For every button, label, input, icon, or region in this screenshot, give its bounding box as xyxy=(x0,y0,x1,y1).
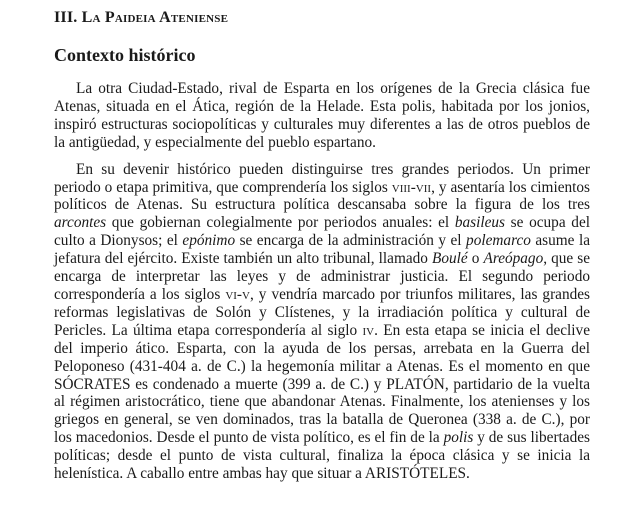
italic-term: arcontes xyxy=(54,214,107,232)
text-run: . En esta etapa se inicia el declive del imperio ático. Esparta, con la ayuda de los persas, arrebata en la Guerra del Peloponeso (431-404 a. de C.) la hegemonía militar a Atenas. Es el momento en que SÓCRATES es condenado a muerte (399 a. de C.) y PLATÓN, partidario de la vuelta al régimen aristocrático, tiene que abandonar Atenas. Finalmente, los atenienses y los griegos en general, se ven dominados, tras la batalla de Queronea (338 a. de C.), por los macedonios. Desde el punto de vista político, es el fin de la xyxy=(54,321,590,447)
text-run: La otra Ciudad-Estado, rival de Esparta en los orígenes de la Grecia clásica fue Atenas, situada en el Ática, región de la Helade. Esta polis, habitada por los jonios, inspiró estructuras sociopolíticas y culturales muy diferentes a las de otros pueblos de la antigüedad, y especialmente del pueblo espartano. xyxy=(54,80,590,151)
paragraph xyxy=(54,80,590,152)
text-run: que gobiernan colegialmente por periodos anuales: el xyxy=(106,214,455,232)
paragraph xyxy=(54,161,590,483)
subheading: Contexto histórico xyxy=(54,45,196,65)
century-numeral: viii-vii xyxy=(391,178,432,196)
body-text xyxy=(54,80,590,483)
section-heading: III. La Paideia Ateniense xyxy=(54,9,229,26)
text-run: o xyxy=(467,250,484,268)
italic-term: Boulé xyxy=(432,250,468,268)
text-run: , que se encarga de interpretar las leyes y de administrar justicia. El segundo periodo correspondería a los siglos xyxy=(54,250,590,303)
italic-term: epónimo xyxy=(182,232,236,250)
text-run: y de sus libertades políticas; desde el punto de vista cultural, finaliza la época clásica y se inicia la helenística. A caballo entre ambas hay que situar a ARISTÓTELES. xyxy=(54,429,590,483)
text-run: asume la jefatura del ejército. Existe también un alto tribunal, llamado xyxy=(54,232,590,268)
italic-term: polemarco xyxy=(466,232,531,250)
italic-term: basileus xyxy=(454,214,505,232)
italic-term: Areópago xyxy=(483,250,544,268)
century-numeral: vi-v xyxy=(225,285,250,303)
text-run: , y vendría marcado por triunfos militares, las grandes reformas legislativas de Solón y Clístenes, y la irradiación política y cultural de Pericles. La última etapa correspondería al siglo xyxy=(54,285,591,339)
text-run: se encarga de la administración y el xyxy=(235,232,467,250)
text-run: , y asentaría los cimientos políticos de Atenas. Su estructura política descansaba sobre la figura de los tres xyxy=(54,178,590,214)
text-run: En su devenir histórico pueden distinguirse tres grandes periodos. Un primer periodo o etapa primitiva, que comprendería los siglos xyxy=(54,160,590,196)
text-run: se ocupa del culto a Dionysos; el xyxy=(54,214,590,250)
italic-term: polis xyxy=(443,429,474,447)
century-numeral: iv xyxy=(362,321,375,339)
